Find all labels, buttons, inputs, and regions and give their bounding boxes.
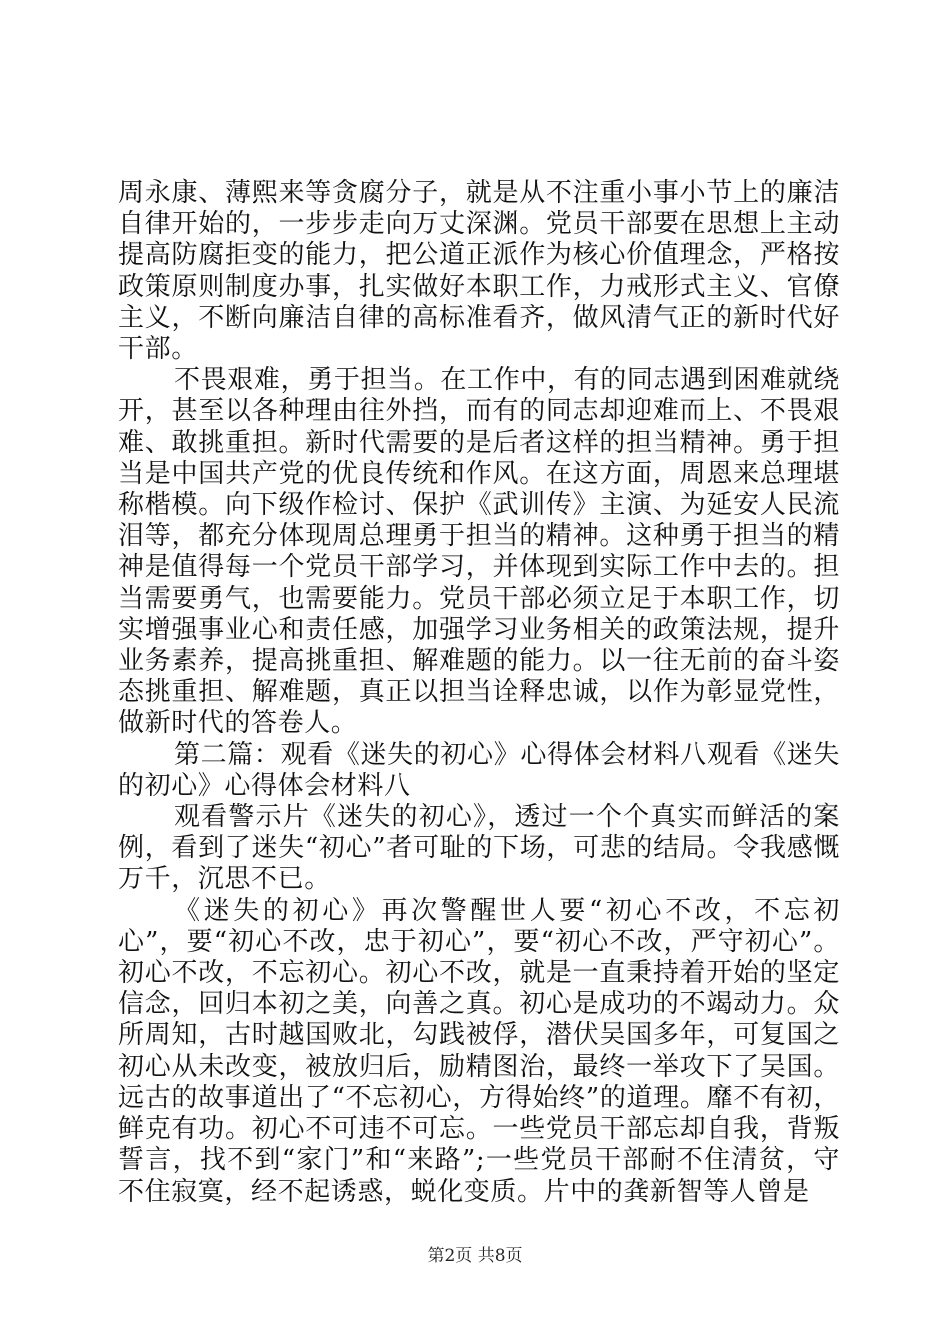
paragraph-original-aspiration: 《迷失的初心》再次警醒世人要“初心不改，不忘初心”，要“初心不改，忠于初心”，要“初心不改，严守初心”。初心不改，不忘初心。初心不改，就是一直秉持着开始的坚定信念，回归本初之美，向善之真。初心是成功的不竭动力。众所周知，古时越国败北，勾践被俘，潜伏吴国多年，可复国之初心从未改变，被放归后，励精图治，最终一举攻下了吴国。远古的故事道出了“不忘初心，方得始终”的道理。靡不有初，鲜克有功。初心不可违不可忘。一些党员干部忘却自我，背叛誓言，找不到“家门”和“来路”;一些党员干部耐不住清贫，守不住寂寞，经不起诱惑，蜕化变质。片中的龚新智等人曾是 <box>118 895 840 1207</box>
document-body <box>118 178 840 1208</box>
page-number-footer: 第2页 共8页 <box>427 1246 523 1266</box>
paragraph-courage: 不畏艰难，勇于担当。在工作中，有的同志遇到困难就绕开，甚至以各种理由往外挡，而有的同志却迎难而上、不畏艰难、敢挑重担。新时代需要的是后者这样的担当精神。勇于担当是中国共产党的优良传统和作风。在这方面，周恩来总理堪称楷模。向下级作检讨、保护《武训传》主演、为延安人民流泪等，都充分体现周总理勇于担当的精神。这种勇于担当的精神是值得每一个党员干部学习，并体现到实际工作中去的。担当需要勇气，也需要能力。党员干部必须立足于本职工作，切实增强事业心和责任感，加强学习业务相关的政策法规，提升业务素养，提高挑重担、解难题的能力。以一往无前的奋斗姿态挑重担、解难题，真正以担当诠释忠诚，以作为彰显党性，做新时代的答卷人。 <box>118 365 840 739</box>
paragraph-continuation: 周永康、薄熙来等贪腐分子，就是从不注重小事小节上的廉洁自律开始的，一步步走向万丈深渊。党员干部要在思想上主动提高防腐拒变的能力，把公道正派作为核心价值理念，严格按政策原则制度办事，扎实做好本职工作，力戒形式主义、官僚主义，不断向廉洁自律的高标准看齐，做风清气正的新时代好干部。 <box>118 178 840 365</box>
section-heading: 第二篇：观看《迷失的初心》心得体会材料八观看《迷失的初心》心得体会材料八 <box>118 739 840 801</box>
paragraph-intro: 观看警示片《迷失的初心》，透过一个个真实而鲜活的案例，看到了迷失“初心”者可耻的下场，可悲的结局。令我感慨万千，沉思不已。 <box>118 802 840 895</box>
